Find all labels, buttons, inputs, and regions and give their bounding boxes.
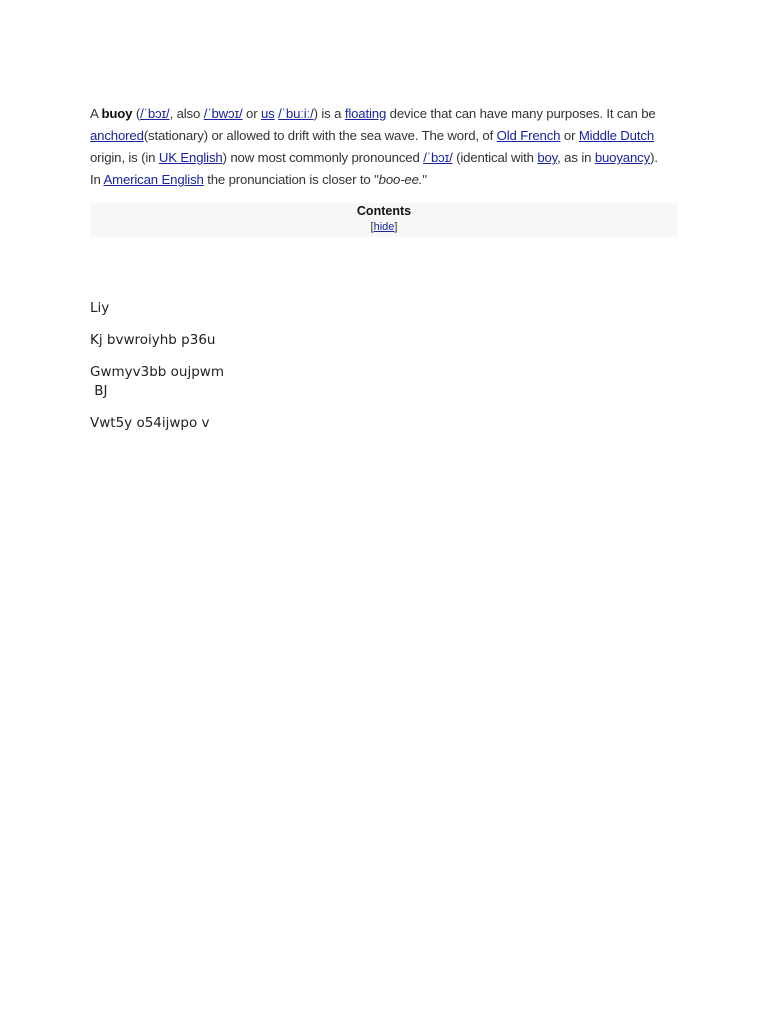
- middle-dutch-link[interactable]: Middle Dutch: [578, 128, 655, 143]
- table-of-contents: [90, 203, 678, 237]
- text-line-4: BJ: [90, 383, 108, 399]
- american-english-link[interactable]: American English: [103, 172, 204, 187]
- text-run: or: [560, 128, 579, 143]
- text-run: , as in: [557, 150, 595, 165]
- text-line-5: Vwt5y o54ijwpo v: [90, 415, 210, 431]
- text-run: , also: [169, 106, 204, 121]
- old-french-link[interactable]: Old French: [496, 128, 561, 143]
- ipa-link-2[interactable]: /ˈbwɔɪ/: [203, 106, 243, 121]
- article-intro-paragraph: [90, 103, 668, 191]
- text-line-1: Liy: [90, 300, 110, 316]
- text-line-2: Kj bvwroiyhb p36u: [90, 332, 216, 348]
- uk-english-link[interactable]: UK English: [158, 150, 223, 165]
- toc-toggle: [90, 219, 678, 235]
- text-line-3: Gwmyv3bb oujpwm: [90, 364, 224, 380]
- toc-hide-link[interactable]: hide: [373, 221, 395, 233]
- text-run: origin, is (in: [90, 150, 159, 165]
- text-run: (identical with: [452, 150, 538, 165]
- text-run: (: [132, 106, 141, 121]
- toc-bracket-open: [: [370, 221, 374, 233]
- text-run: ": [422, 172, 427, 187]
- anchored-link[interactable]: anchored: [90, 128, 144, 143]
- floating-link[interactable]: floating: [344, 106, 387, 121]
- ipa-link-4[interactable]: /ˈbɔɪ/: [423, 150, 453, 165]
- text-run: ). In: [90, 150, 658, 187]
- toc-bracket-close: ]: [394, 221, 398, 233]
- article-term: buoy: [101, 106, 133, 121]
- us-link[interactable]: us: [261, 106, 275, 121]
- text-run: device that can have many purposes. It can be: [386, 106, 656, 121]
- text-run: ) now most commonly pronounced: [222, 150, 424, 165]
- text-run: the pronunciation is closer to ": [203, 172, 379, 187]
- ipa-link-1[interactable]: /ˈbɔɪ/: [140, 106, 170, 121]
- text-run: ) is a: [313, 106, 345, 121]
- text-run: (stationary) or allowed to drift with the sea wave. The word, of: [143, 128, 497, 143]
- text-run: or: [242, 106, 261, 121]
- pronunciation-example: boo-ee.: [378, 172, 423, 187]
- ipa-link-3[interactable]: /ˈbuːiː/: [278, 106, 314, 121]
- toc-title: Contents: [356, 204, 412, 218]
- boy-link[interactable]: boy: [537, 150, 558, 165]
- text-run: A: [90, 106, 102, 121]
- buoyancy-link[interactable]: buoyancy: [594, 150, 651, 165]
